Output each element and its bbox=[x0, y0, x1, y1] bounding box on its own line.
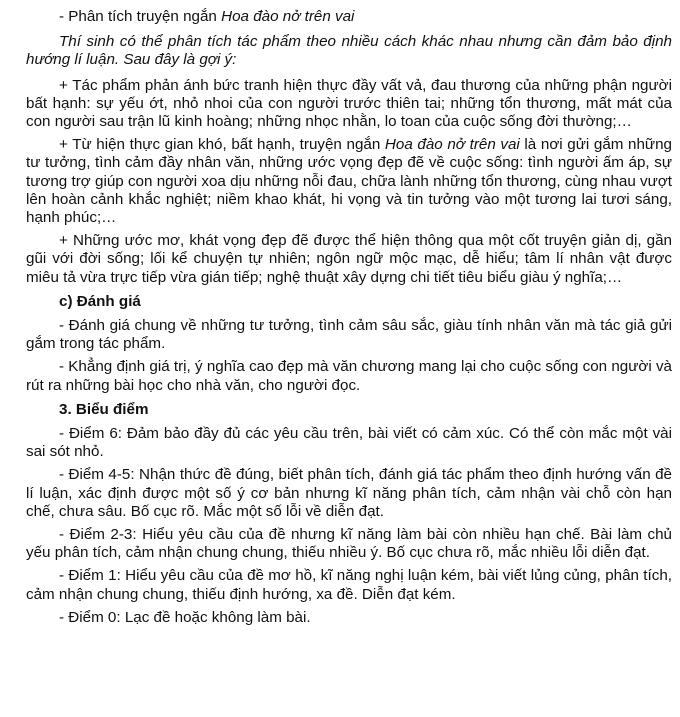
point-humanism-start: + Từ hiện thực gian khó, bất hạnh, truyện ngắn bbox=[59, 136, 385, 154]
point-humanism bbox=[26, 136, 672, 227]
score-1: - Điểm 1: Hiểu yêu cầu của đề mơ hồ, kĩ năng nghị luận kém, bài viết lủng củng, phân tích, cảm nhận chung chung, thiếu định hướng, xa đề. Diễn đạt kém. bbox=[26, 567, 672, 603]
score-4-5: - Điểm 4-5: Nhận thức đề đúng, biết phân tích, đánh giá tác phẩm theo định hướng vấn đề lí luận, xác định được một số ý cơ bản nhưng kĩ năng phân tích, cảm nhận vài chỗ còn hạn chế, chưa sâu. Bố cục rõ. Mắc một số lỗi về diễn đạt. bbox=[26, 466, 672, 520]
score-2-3: - Điểm 2-3: Hiểu yêu cầu của đề nhưng kĩ năng làm bài còn nhiều hạn chế. Bài làm chủ yếu phân tích, cảm nhận chung chung, thiếu nhiều ý. Bố cục chưa rõ, mắc nhiều lỗi diễn đạt. bbox=[26, 526, 672, 562]
guidance-note: Thí sinh có thể phân tích tác phẩm theo nhiều cách khác nhau nhưng cần đảm bảo định hướng lí luận. Sau đây là gợi ý: bbox=[26, 33, 672, 69]
evaluation-value: - Khẳng định giá trị, ý nghĩa cao đẹp mà văn chương mang lại cho cuộc sống con người và rút ra những bài học cho nhà văn, cho người đọc. bbox=[26, 358, 672, 394]
evaluation-general: - Đánh giá chung về những tư tưởng, tình cảm sâu sắc, giàu tính nhân văn mà tác giả gửi gắm trong tác phẩm. bbox=[26, 317, 672, 353]
analysis-task-prefix: - Phân tích truyện ngắn bbox=[59, 8, 222, 25]
point-reality: + Tác phẩm phản ánh bức tranh hiện thực đầy vất vả, đau thương của những phận người bất hạnh: sự yếu ớt, nhỏ nhoi của con người trước thiên tai; những tổn thương, mất mát của con người sau trận lũ kinh hoàng; những nhọc nhằn, lo toan của cuộc sống đời thường;… bbox=[26, 76, 672, 131]
story-title-inline: Hoa đào nở trên vai bbox=[384, 136, 520, 154]
score-0: - Điểm 0: Lạc đề hoặc không làm bài. bbox=[59, 608, 311, 626]
story-title: Hoa đào nở trên vai bbox=[221, 8, 355, 25]
score-6: - Điểm 6: Đảm bảo đầy đủ các yêu cầu trên, bài viết có cảm xúc. Có thể còn mắc một vài sai sót nhỏ. bbox=[26, 425, 672, 461]
evaluation-heading: c) Đánh giá bbox=[59, 292, 141, 310]
point-artistry: + Những ước mơ, khát vọng đẹp đẽ được thể hiện thông qua một cốt truyện giản dị, gần gũi với đời sống; lối kể chuyện tự nhiên; ngôn ngữ mộc mạc, dễ hiểu; tâm lí nhân vật được miêu tả vừa trực tiếp vừa gián tiếp; nghệ thuật xây dựng chi tiết tiêu biểu giàu ý nghĩa;… bbox=[26, 232, 672, 286]
point-humanism-rest: là nơi gửi gắm những tư tưởng, tình cảm đầy nhân văn, những ước vọng đẹp đẽ về cuộc sống: tình người ấm áp, sự tương trợ giúp con người xoa dịu những nỗi đau, chữa lành những tổn thương, cùng nhau vượt lên hoàn cảnh khắc nghiệt; niềm khao khát, hi vọng và tin tưởng vào một tương lai tươi sáng, hạnh phúc;… bbox=[26, 136, 672, 227]
answer-key-document bbox=[26, 8, 672, 627]
analysis-task-line bbox=[26, 8, 672, 26]
scoring-heading: 3. Biểu điểm bbox=[59, 400, 149, 418]
